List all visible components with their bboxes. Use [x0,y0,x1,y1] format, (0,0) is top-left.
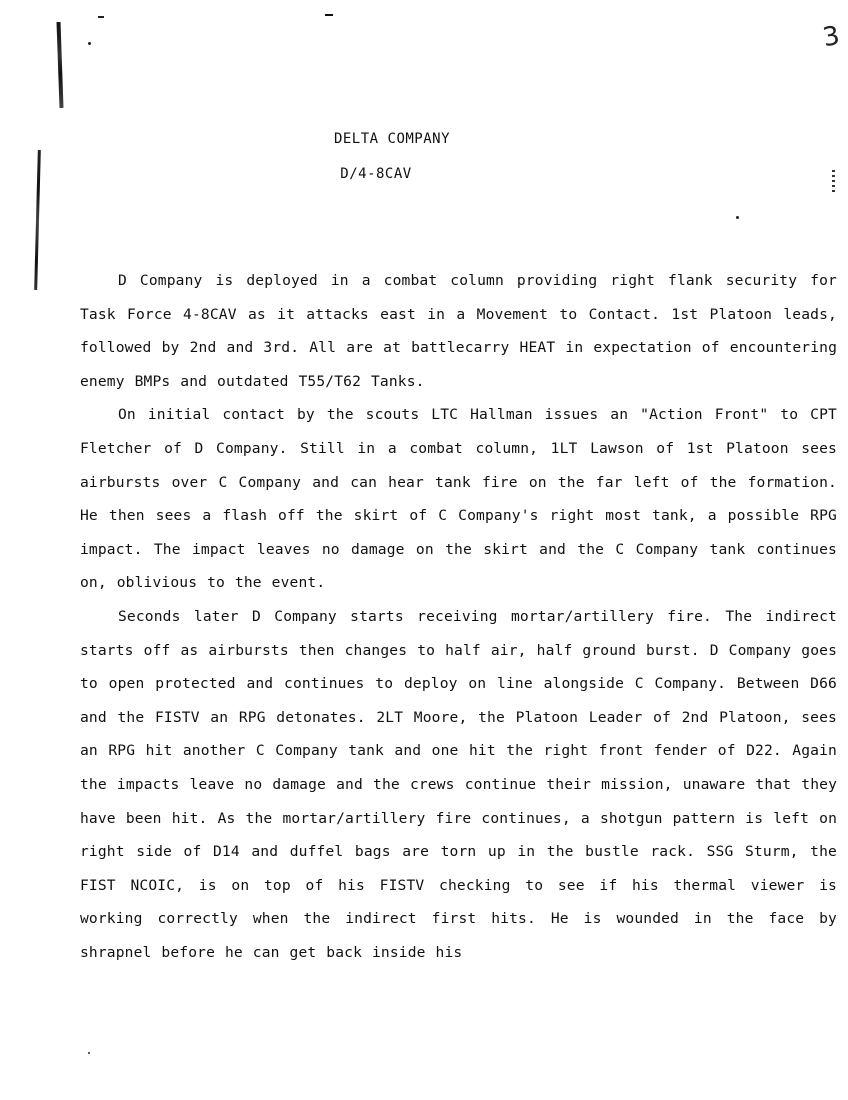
page-number-mark: 3 [820,20,843,54]
document-body [80,264,837,969]
scan-speck [88,42,91,45]
scan-speck [736,216,739,219]
scan-binding-mark [57,22,64,108]
scan-speck [98,16,104,18]
paragraph: D Company is deployed in a combat column providing right flank security for Task Force 4-8CAV as it attacks east in a Movement to Contact. 1st Platoon leads, followed by 2nd and 3rd. All are at battlecarry HEAT in expectation of encountering enemy BMPs and outdated T55/T62 Tanks. [80,272,837,390]
scan-speck-mark [832,170,835,192]
document-subtitle: D/4-8CAV [340,166,412,182]
scan-speck [88,1052,90,1054]
document-title: DELTA COMPANY [333,131,451,147]
paragraph: Seconds later D Company starts receiving mortar/artillery fire. The indirect starts off as airbursts then changes to half air, half ground burst. D Company goes to open protected and continues to deploy on line alongside C Company. Between D66 and the FISTV an RPG detonates. 2LT Moore, the Platoon Leader of 2nd Platoon, sees an RPG hit another C Company tank and one hit the right front fender of D22. Again the impacts leave no damage and the crews continue their mission, unaware that they have been hit. As the mortar/artillery fire continues, a shotgun pattern is left on right side of D14 and duffel bags are torn up in the bustle rack. SSG Sturm, the FIST NCOIC, is on top of his FISTV checking to see if his thermal viewer is working correctly when the indirect first hits. He is wounded in the face by shrapnel before he can get back inside his [80,607,837,961]
scan-dash-mark [325,14,333,16]
paragraph: On initial contact by the scouts LTC Hallman issues an "Action Front" to CPT Fletcher of D Company. Still in a combat column, 1LT Lawson of 1st Platoon sees airbursts over C Company and can hear tank fire on the far left of the formation. He then sees a flash off the skirt of C Company's right most tank, a possible RPG impact. The impact leaves no damage on the skirt and the C Company tank continues on, oblivious to the event. [80,406,837,592]
